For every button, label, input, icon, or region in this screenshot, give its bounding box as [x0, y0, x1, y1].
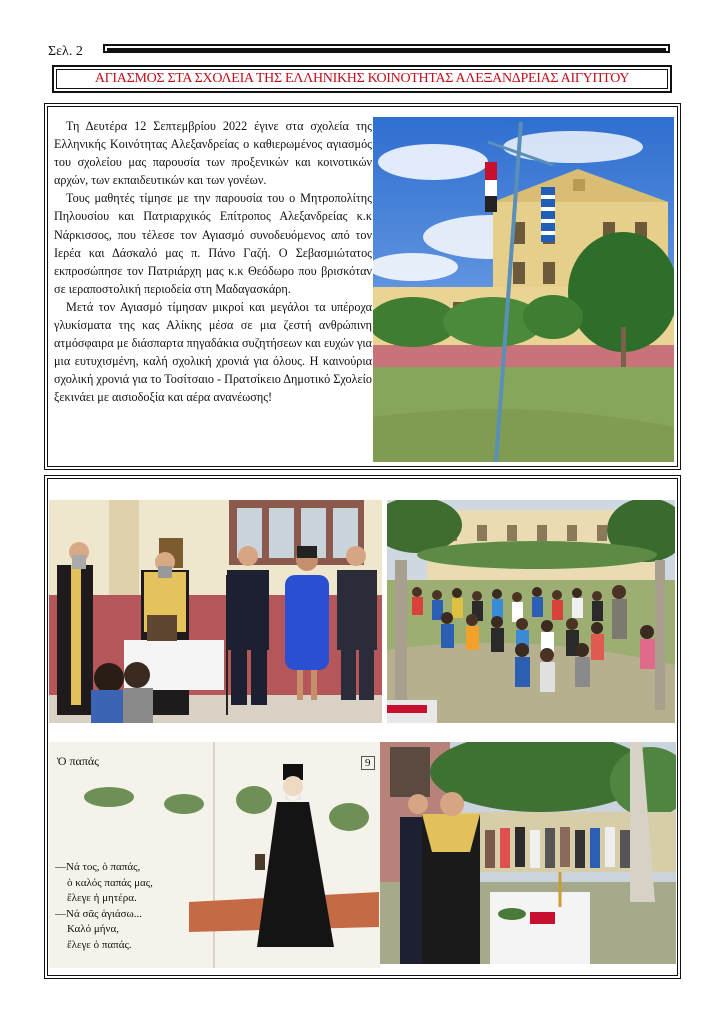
page-title: ΑΓΙΑΣΜΟΣ ΣΤΑ ΣΧΟΛΕΙΑ ΤΗΣ ΕΛΛΗΝΙΚΗΣ ΚΟΙΝΟΤΗΤΑΣ ΑΛΕΞΑΝΔΡΕΙΑΣ ΑΙΓΥΠΤΟΥ [94, 71, 630, 86]
book-page-marker: 9 [361, 756, 375, 770]
title-box [52, 65, 672, 93]
article-paragraph-3: Μετά τον Αγιασμό τίμησαν μικροί και μεγάλοι τα υπέροχα γλυκίσματα της κας Αλίκης μέσα σε μια ζεστή ανθρώπινη ατμόσφαιρα με διάσπαρτα πηγαδάκια συζητήσεων και ευχών για μια ευτυχισμένη, καλή σχολική χρονιά για όλους. Η καινούρια σχολική χρονιά για το Τοσίτσαιο - Πρατσίκειο Δημοτικό Σχολείο ξεκινάει με αισιοδοξία και αέρα ανανέωσης! [54, 299, 372, 405]
article-text [54, 117, 372, 407]
book-page-illustration [49, 742, 381, 968]
article-paragraph-2: Τους μαθητές τίμησε με την παρουσία του ο Μητροπολίτης Πηλουσίου και Πατριαρχικός Επίτροπος Αλεξανδρείας κ.κ Νάρκισσος, που τέλεσε τον Αγιασμό συνοδευόμενος από τον Ιερέα και Δάσκαλό μας π. Πάνο Γαζή. Ο Σεβασμιώτατος εκπροσώπησε τον Πατριάρχη μας κ.κ Θεόδωρο που βρισκόταν σε ιεραποστολική περιοδεία στη Μαδαγασκάρη. [54, 191, 372, 296]
article-paragraph-1: Τη Δευτέρα 12 Σεπτεμβρίου 2022 έγινε στα σχολεία της Ελληνικής Κοινότητας Αλεξανδρείας ο καθιερωμένος αγιασμός του σχολείου μας παρουσία των προξενικών και κοινοτικών αρχών, των εκπαιδευτικών και των γονέων. [54, 119, 372, 188]
page-number: Σελ. 2 [48, 44, 83, 59]
book-line-1: —Νά τος, ὁ παπάς, [55, 861, 141, 873]
students-courtyard-photo [387, 500, 675, 723]
book-verses [55, 860, 153, 953]
ceremony-clergy-photo [49, 500, 382, 723]
book-line-3: ἔλεγε ἡ μητέρα. [67, 892, 137, 904]
book-line-4: —Νά σᾶς ἁγιάσω... [55, 907, 143, 920]
book-line-5: Καλό μήνα, [67, 923, 120, 935]
ceremony-table-photo [380, 742, 676, 964]
header-rule [103, 44, 670, 53]
school-building-photo [373, 117, 674, 462]
book-line-6: ἔλεγε ὁ παπάς. [67, 938, 132, 951]
book-heading: Ὁ παπάς [57, 754, 99, 768]
book-line-2: ὁ καλός παπάς μας, [67, 876, 153, 889]
